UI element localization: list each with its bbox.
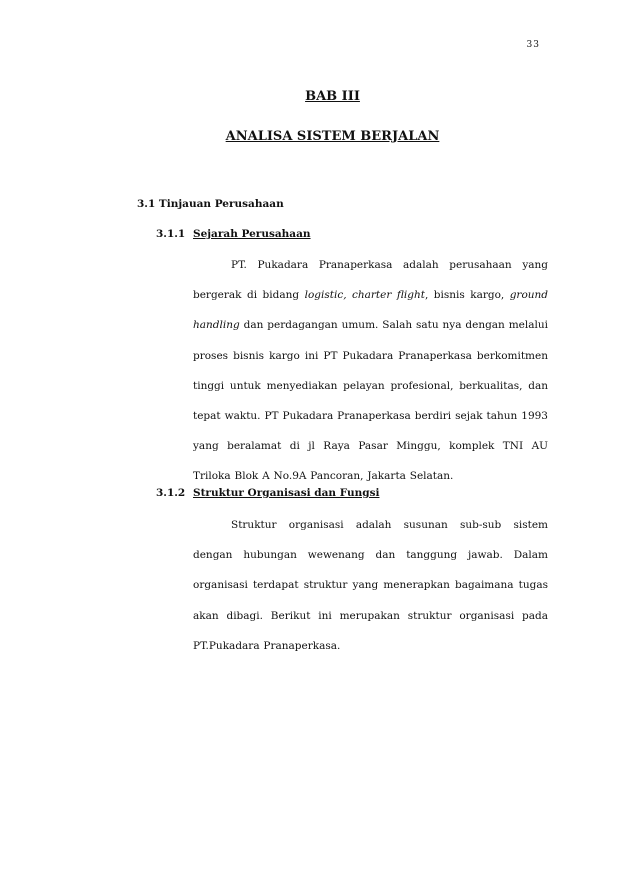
subsection-number: 3.1.1	[156, 228, 186, 240]
paragraph-italic-1: logistic, charter flight	[304, 289, 425, 302]
paragraph-text-c: dan perdagangan umum. Salah satu nya dengan melalui proses bisnis kargo ini PT Pukadara Pranaperkasa berkomitmen tinggi untuk menyediakan pelayan profesional, berkualitas, dan tepat waktu. PT Pukadara Pranaperkasa berdiri sejak tahun 1993 yang beralamat di jl Raya Pasar Minggu, komplek TNI AU Triloka Blok A No.9A Pancoran, Jakarta Selatan.	[193, 319, 548, 483]
paragraph-text-a: PT. Pukadara Pranaperkasa adalah perusahaan yang bergerak di bidang	[193, 259, 548, 302]
paragraph-text: Struktur organisasi adalah susunan sub-sub sistem dengan hubungan wewenang dan tanggung jawab. Dalam organisasi terdapat struktur yang menerapkan bagaimana tugas akan dibagi. Berikut ini merupakan struktur organisasi pada PT.Pukadara Pranaperkasa.	[193, 519, 548, 652]
section-heading: 3.1 Tinjauan Perusahaan	[137, 198, 284, 210]
subsection-heading-sejarah	[156, 228, 311, 240]
paragraph-italic-2: ground handling	[193, 289, 549, 332]
subsection-number: 3.1.2	[156, 487, 186, 499]
paragraph-sejarah	[193, 250, 548, 492]
page-number: 33	[526, 40, 540, 50]
subsection-title: Sejarah Perusahaan	[193, 228, 311, 240]
subsection-heading-struktur	[156, 487, 379, 499]
chapter-title: ANALISA SISTEM BERJALAN	[225, 129, 440, 144]
chapter-label: BAB III	[305, 89, 360, 104]
paragraph-struktur	[193, 510, 548, 661]
paragraph-text-b: , bisnis kargo,	[424, 289, 510, 302]
subsection-title: Struktur Organisasi dan Fungsi	[193, 487, 380, 499]
